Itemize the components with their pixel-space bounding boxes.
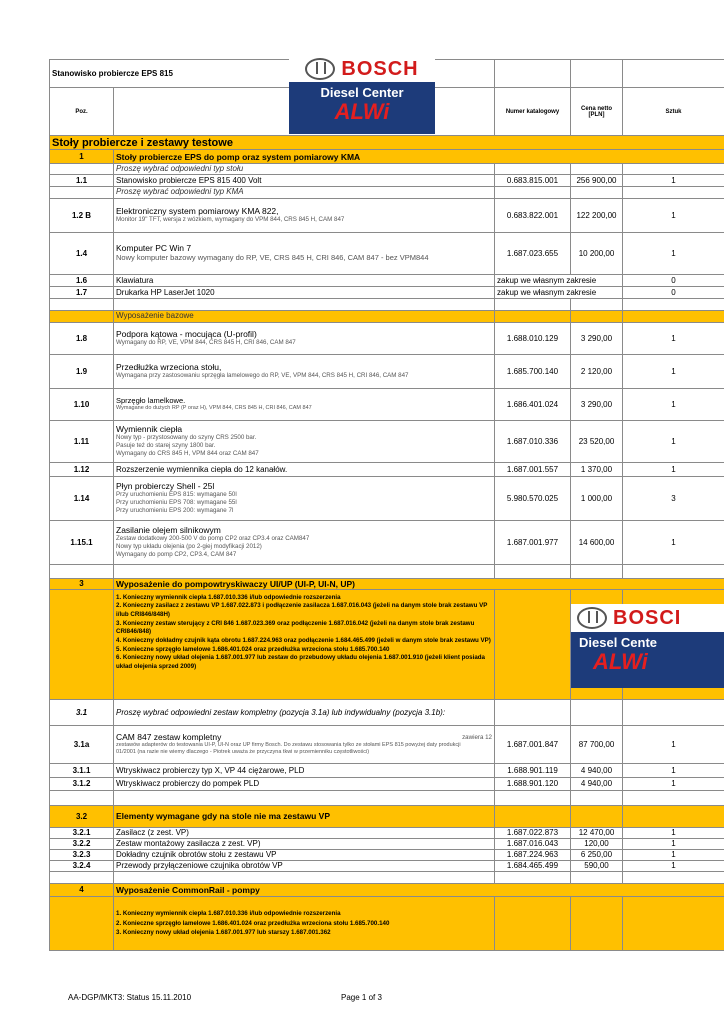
bosch-text: BOSCI	[613, 606, 682, 629]
row-catalog: 1.687.016.043	[495, 838, 571, 849]
row-price: 4 940,00	[571, 763, 623, 777]
table-row	[50, 175, 724, 187]
row-price: 87 700,00	[571, 725, 623, 763]
table-row	[50, 763, 724, 777]
row-poz: 3.1	[50, 699, 114, 725]
row-sub: Nowy komputer bazowy wymagany do RP, VE, CRS 845 H, CRI 846, CAM 847 - bez VPM844	[116, 253, 429, 263]
row-poz: 3.2.2	[50, 838, 114, 849]
row-sub: Przy uruchomieniu EPS 815: wymagane 50l	[116, 491, 237, 499]
row-sub: Wymagany do pomp CP2, CP3.4, CAM 847	[116, 551, 237, 559]
row-sub: Przy uruchomieniu EPS 200: wymagane 7l	[116, 507, 234, 515]
row-qty: 1	[623, 232, 724, 274]
price-table	[49, 59, 724, 951]
group-title: Stoły probiercze EPS do pomp oraz system pomiarowy KMA	[114, 150, 724, 164]
row-qty: 1	[623, 725, 724, 763]
notes-list	[114, 589, 495, 699]
row-poz: 1.4	[50, 232, 114, 274]
row-name: Dokładny czujnik obrotów stołu z zestawu VP	[114, 849, 495, 860]
bosch-alwi-logo-2	[571, 604, 724, 688]
row-poz: 3.1a	[50, 725, 114, 763]
row-qty: 1	[623, 849, 724, 860]
row-catalog: 1.687.001.557	[495, 462, 571, 476]
row-price: 256 900,00	[571, 175, 623, 187]
bosch-armature-icon	[305, 58, 335, 80]
col-poz-header: Poz.	[50, 88, 114, 136]
row-name: Zestaw montażowy zasilacza z zest. VP)	[114, 838, 495, 849]
note-item: 2. Konieczny zasilacz z zestawu VP 1.687.022.873 i podłączenie zasilacza 1.687.016.043 (jeżeli na danym stole brak zestawu VP i/lub CRI846/848H)	[116, 602, 488, 619]
table-row	[50, 827, 724, 838]
row-name: Wymiennik ciepła	[116, 424, 183, 435]
note-text: Proszę wybrać odpowiedni typ stołu	[114, 164, 495, 175]
alwi-text: ALWi	[334, 99, 390, 124]
row-name: Proszę wybrać odpowiedni zestaw kompletny (pozycja 3.1a) lub indywidualny (pozycja 3.1b):	[114, 699, 495, 725]
note-item: 5. Konieczne sprzęgło lamelowe 1.686.401.024 oraz przedłużka wrzeciona stołu 1.685.700.140	[116, 645, 390, 653]
group-row	[50, 150, 724, 164]
row-poz: 1.11	[50, 420, 114, 462]
row-poz: 3	[50, 578, 114, 589]
page-title: Stanowisko probiercze EPS 815	[50, 60, 495, 88]
row-sub: Nowy typ - przystosowany do szyny CRS 2500 bar.	[116, 434, 257, 442]
bosch-brand	[571, 604, 724, 632]
row-poz: 3.1.2	[50, 777, 114, 790]
footer-page: Page 1 of 3	[341, 993, 382, 1002]
group-title: Wyposażenie do pompowtryskiwaczy UI/UP (UI-P, UI-N, UP)	[114, 578, 724, 589]
row-poz: 1.7	[50, 286, 114, 298]
row-qty: 1	[623, 827, 724, 838]
row-catalog: 1.688.010.129	[495, 322, 571, 354]
row-name: Zasilanie olejem silnikowym	[116, 525, 221, 536]
row-catalog: 1.687.001.977	[495, 520, 571, 564]
notes-row	[50, 896, 724, 950]
note-item: 3. Konieczny zestaw sterujący z CRI 846 1.687.023.369 oraz podłączenie 1.687.016.042 (jeżeli na danym stole brak zestawu CRI846/848)	[116, 619, 475, 636]
bosch-alwi-logo	[289, 56, 435, 134]
table-row	[50, 725, 724, 763]
row-name: Wtryskiwacz probierczy do pompek PLD	[114, 777, 495, 790]
note-item: 4. Konieczny dokładny czujnik kąta obrotu 1.687.224.963 oraz podłączenie 1.684.465.499 (jeżeli w danym stole brak zestawu VP)	[116, 637, 491, 645]
row-poz: 1.14	[50, 476, 114, 520]
alwi-text: ALWi	[593, 649, 648, 674]
subsection-row	[50, 310, 724, 322]
row-catalog: 1.688.901.119	[495, 763, 571, 777]
note-item: 1. Konieczny wymiennik ciepła 1.687.010.336 i/lub odpowiednie rozszerzenia	[116, 910, 341, 918]
row-poz: 3.2	[50, 805, 114, 827]
bosch-brand	[289, 56, 435, 82]
row-catalog: 0.683.822.001	[495, 198, 571, 232]
table-row	[50, 232, 724, 274]
table-row	[50, 286, 724, 298]
row-price: 3 290,00	[571, 322, 623, 354]
row-catalog: 1.687.023.655	[495, 232, 571, 274]
row-poz: 3.2.4	[50, 860, 114, 871]
row-name: CAM 847 zestaw kompletny	[116, 732, 222, 743]
row-name: Drukarka HP LaserJet 1020	[114, 286, 495, 298]
row-catalog: 1.688.901.120	[495, 777, 571, 790]
note-item: 2. Konieczne sprzęgło lamelowe 1.686.401.024 oraz przedłużka wrzeciona stołu 1.685.700.140	[116, 919, 390, 927]
row-name: Przewody przyłączeniowe czujnika obrotów VP	[114, 860, 495, 871]
row-qty: 1	[623, 838, 724, 849]
row-price: 14 600,00	[571, 520, 623, 564]
row-sub: Wymagane do dużych RP (P oraz H), VPM 844, CRS 845 H, CRI 846, CAM 847	[116, 405, 312, 412]
group-title: Wyposażenie CommonRail - pompy	[114, 883, 724, 896]
row-qty: 1	[623, 520, 724, 564]
table-row	[50, 198, 724, 232]
row-price: 120,00	[571, 838, 623, 849]
group-row	[50, 578, 724, 589]
notes-list	[114, 896, 495, 950]
row-price: 10 200,00	[571, 232, 623, 274]
diesel-center-text: Diesel Center	[320, 85, 404, 100]
row-price: 2 120,00	[571, 354, 623, 388]
row-poz: 1.6	[50, 274, 114, 286]
row-poz: 4	[50, 883, 114, 896]
row-qty: 3	[623, 476, 724, 520]
table-row	[50, 388, 724, 420]
row-name: Elektroniczny system pomiarowy KMA 822,	[116, 206, 279, 217]
row-price: 23 520,00	[571, 420, 623, 462]
row-poz: 3.1.1	[50, 763, 114, 777]
row-qty: 0	[623, 274, 724, 286]
col-price-header: Cena netto [PLN]	[571, 88, 623, 136]
row-qty: 1	[623, 354, 724, 388]
row-poz: 1.15.1	[50, 520, 114, 564]
row-catalog: 1.687.022.873	[495, 827, 571, 838]
row-sub: Wymagany do RP, VE, VPM 844, CRS 845 H, CRI 846, CAM 847	[116, 339, 296, 347]
table-row	[50, 322, 724, 354]
row-price: 12 470,00	[571, 827, 623, 838]
row-catalog: 1.687.001.847	[495, 725, 571, 763]
spacer-row	[50, 871, 724, 883]
note-item: 1. Konieczny wymiennik ciepła 1.687.010.336 i/lub odpowiednie rozszerzenia	[116, 593, 341, 601]
footer-status: AA-DGP/MKT3: Status 15.11.2010	[68, 993, 192, 1002]
row-qty: 1	[623, 860, 724, 871]
row-catalog: 5.980.570.025	[495, 476, 571, 520]
row-aside: zawiera 12	[462, 734, 492, 742]
table-row	[50, 420, 724, 462]
table-row	[50, 860, 724, 871]
row-catalog: 0.683.815.001	[495, 175, 571, 187]
row-sub: Wymagana przy zastosowaniu sprzęgła lamelowego do RP, VE, VPM 844, CRS 845 H, CRI 846, CAM 847	[116, 372, 409, 380]
row-name: Przedłużka wrzeciona stołu,	[116, 362, 222, 373]
row-name: Stanowisko probiercze EPS 815 400 Volt	[114, 175, 495, 187]
row-catalog: 1.687.010.336	[495, 420, 571, 462]
row-price: 590,00	[571, 860, 623, 871]
spacer-row	[50, 790, 724, 805]
row-sub: Zestaw dodatkowy 200-500 V do pomp CP2 oraz CP3.4 oraz CAM847	[116, 535, 310, 543]
row-poz: 1.8	[50, 322, 114, 354]
table-row	[50, 520, 724, 564]
col-catalog-header: Numer katalogowy	[495, 88, 571, 136]
row-poz: 3.2.3	[50, 849, 114, 860]
bosch-text: BOSCH	[341, 57, 419, 80]
section-header	[50, 136, 724, 150]
row-qty: 1	[623, 175, 724, 187]
table-row	[50, 274, 724, 286]
row-catalog: 1.686.401.024	[495, 388, 571, 420]
row-price: 1 000,00	[571, 476, 623, 520]
row-name: Podpora kątowa - mocująca (U-profil)	[116, 329, 257, 340]
note-text: Proszę wybrać odpowiedni typ KMA	[114, 187, 495, 198]
row-name: Wtryskiwacz probierczy typ X, VP 44 ciężarowe, PLD	[114, 763, 495, 777]
row-poz: 1	[50, 150, 114, 164]
row-qty: 0	[623, 286, 724, 298]
note-row	[50, 164, 724, 175]
spacer-row	[50, 298, 724, 310]
row-price: 122 200,00	[571, 198, 623, 232]
row-catalog: zakup we własnym zakresie	[495, 274, 623, 286]
row-sub: Przy uruchomieniu EPS 708: wymagane 55l	[116, 499, 237, 507]
row-sub: Wymagany do CRS 845 H, VPM 844 oraz CAM 847	[116, 450, 259, 458]
table-row	[50, 462, 724, 476]
row-sub: Monitor 19" TFT, wersja z wózkiem, wymagany do VPM 844, CRS 845 H, CAM 847	[116, 216, 345, 224]
row-name: Sprzęgło lamelkowe.	[116, 396, 186, 406]
row-name: Płyn probierczy Shell - 25l	[116, 481, 215, 492]
row-qty: 1	[623, 198, 724, 232]
row-catalog: zakup we własnym zakresie	[495, 286, 623, 298]
row-poz: 1.10	[50, 388, 114, 420]
row-qty: 1	[623, 462, 724, 476]
row-price: 3 290,00	[571, 388, 623, 420]
col-qty-header: Sztuk	[623, 88, 724, 136]
row-catalog: 1.687.224.963	[495, 849, 571, 860]
row-price: 6 250,00	[571, 849, 623, 860]
group-row	[50, 805, 724, 827]
table-row	[50, 699, 724, 725]
row-poz: 1.2 B	[50, 198, 114, 232]
row-sub: zestawów adapterów do testowania UI-P, UI-N oraz UP firmy Bosch. Do zestawu stosowania tylko ze stołami EPS 815 powyżej daty produkcji 01/2001 (na razie nie wiemy dlaczego - Piotrek uważa że przyczyna tkwi w przemienniku częstotliwości)	[116, 742, 461, 756]
subsection-title: Wyposażenie bazowe	[114, 310, 495, 322]
table-row	[50, 777, 724, 790]
row-name: Zasilacz (z zest. VP)	[114, 827, 495, 838]
row-qty: 1	[623, 420, 724, 462]
row-price: 1 370,00	[571, 462, 623, 476]
spacer-row	[50, 564, 724, 578]
group-title: Elementy wymagane gdy na stole nie ma zestawu VP	[114, 805, 495, 827]
section-title: Stoły probiercze i zestawy testowe	[50, 136, 724, 150]
row-sub: Nowy typ układu olejenia (po 2-giej modyfikacji 2012)	[116, 543, 262, 551]
row-name: Klawiatura	[114, 274, 495, 286]
table-row	[50, 354, 724, 388]
table-row	[50, 476, 724, 520]
row-qty: 1	[623, 322, 724, 354]
row-qty: 1	[623, 388, 724, 420]
row-poz: 1.9	[50, 354, 114, 388]
row-poz: 1.1	[50, 175, 114, 187]
row-name: Komputer PC Win 7	[116, 243, 192, 254]
note-item: 3. Konieczny nowy układ olejenia 1.687.001.977 lub starszy 1.687.001.362	[116, 928, 331, 936]
table-row	[50, 849, 724, 860]
group-row	[50, 883, 724, 896]
row-qty: 1	[623, 763, 724, 777]
note-item: 6. Konieczny nowy układ olejenia 1.687.001.977 lub zestaw do przebudowy układu olejenia 1.687.001.910 (jeżeli klient posiada układ olejenia sprzed 2009)	[116, 654, 485, 671]
row-catalog: 1.685.700.140	[495, 354, 571, 388]
row-poz: 1.12	[50, 462, 114, 476]
row-sub: Pasuje też do starej szyny 1800 bar.	[116, 442, 216, 450]
row-poz: 3.2.1	[50, 827, 114, 838]
row-qty: 1	[623, 777, 724, 790]
note-row	[50, 187, 724, 198]
bosch-armature-icon	[577, 607, 607, 629]
diesel-center-text: Diesel Cente	[579, 635, 658, 650]
row-name: Rozszerzenie wymiennika ciepła do 12 kanałów.	[114, 462, 495, 476]
table-row	[50, 838, 724, 849]
row-price: 4 940,00	[571, 777, 623, 790]
row-catalog: 1.684.465.499	[495, 860, 571, 871]
